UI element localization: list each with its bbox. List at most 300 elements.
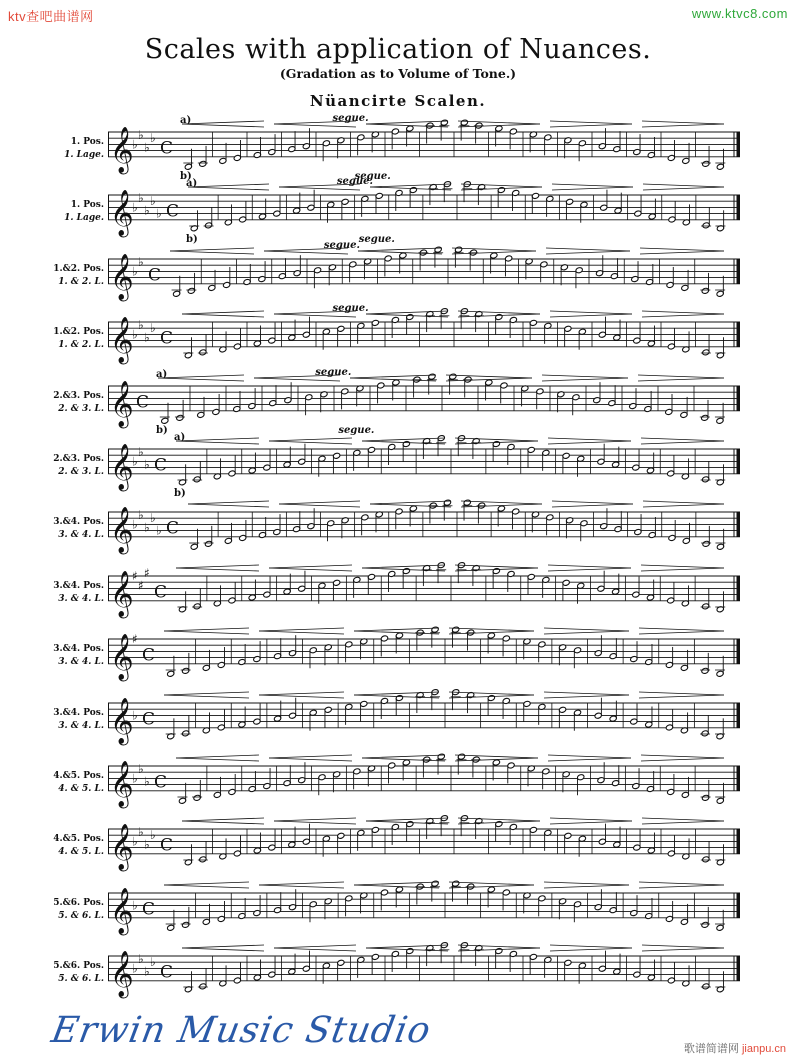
decrescendo-hairpin bbox=[639, 882, 724, 885]
decrescendo-hairpin bbox=[639, 885, 724, 888]
staff-row bbox=[0, 240, 796, 305]
crescendo-hairpin bbox=[259, 628, 344, 631]
flat-accidental: ♭ bbox=[138, 825, 144, 840]
crescendo-hairpin bbox=[274, 821, 356, 824]
decrescendo-hairpin bbox=[548, 565, 631, 568]
decrescendo-hairpin bbox=[550, 821, 632, 824]
position-label-lage: 4. & 5. L. bbox=[58, 784, 104, 794]
decrescendo-hairpin bbox=[548, 441, 631, 444]
flat-accidental: ♭ bbox=[138, 952, 144, 967]
decrescendo-hairpin bbox=[458, 945, 540, 948]
flat-accidental: ♭ bbox=[150, 321, 156, 336]
crescendo-hairpin bbox=[269, 758, 352, 761]
crescendo-hairpin bbox=[269, 755, 352, 758]
decrescendo-hairpin bbox=[552, 504, 633, 507]
music-staff bbox=[108, 562, 740, 622]
music-staff bbox=[108, 752, 740, 812]
flat-accidental: ♭ bbox=[144, 520, 150, 535]
studio-signature: Erwin Music Studio bbox=[48, 1010, 435, 1051]
sharp-accidental: ♯ bbox=[132, 632, 138, 646]
flat-accidental: ♭ bbox=[138, 318, 144, 333]
crescendo-hairpin bbox=[259, 882, 344, 885]
decrescendo-hairpin bbox=[642, 314, 724, 317]
segue-marking: segue. bbox=[336, 176, 373, 187]
variant-a-marker: a) bbox=[180, 115, 192, 126]
crescendo-hairpin bbox=[264, 251, 348, 254]
staff-row bbox=[0, 625, 796, 685]
crescendo-hairpin bbox=[170, 251, 254, 254]
final-barline-thick bbox=[737, 893, 741, 918]
treble-clef-icon: 𝄞 bbox=[110, 633, 134, 680]
decrescendo-hairpin bbox=[643, 187, 724, 190]
position-label bbox=[4, 453, 104, 479]
decrescendo-hairpin bbox=[642, 124, 724, 127]
common-time-signature: C bbox=[166, 518, 180, 539]
decrescendo-hairpin bbox=[639, 631, 724, 634]
position-label-pos: 4.&5. Pos. bbox=[53, 771, 104, 781]
decrescendo-hairpin bbox=[643, 504, 724, 507]
flat-accidental: ♭ bbox=[144, 837, 150, 852]
position-label-lage: 3. & 4. L. bbox=[58, 594, 104, 604]
flat-accidental: ♭ bbox=[144, 203, 150, 218]
music-staff bbox=[108, 303, 740, 368]
flat-accidental: ♭ bbox=[150, 955, 156, 970]
crescendo-hairpin bbox=[366, 311, 448, 314]
decrescendo-hairpin bbox=[449, 882, 534, 885]
common-time-signature: C bbox=[166, 201, 180, 222]
crescendo-hairpin bbox=[259, 692, 344, 695]
decrescendo-hairpin bbox=[642, 948, 724, 951]
crescendo-hairpin bbox=[158, 378, 244, 381]
flat-accidental: ♭ bbox=[150, 828, 156, 843]
crescendo-hairpin bbox=[350, 378, 436, 381]
decrescendo-hairpin bbox=[461, 184, 542, 187]
crescendo-hairpin bbox=[176, 438, 259, 441]
crescendo-hairpin bbox=[164, 692, 249, 695]
decrescendo-hairpin bbox=[550, 314, 632, 317]
music-staff bbox=[108, 240, 740, 305]
treble-clef-icon: 𝄞 bbox=[110, 887, 134, 934]
treble-clef-icon: 𝄞 bbox=[110, 506, 134, 553]
position-label-lage: 1. & 2. L. bbox=[58, 277, 104, 287]
flat-accidental: ♭ bbox=[132, 771, 138, 786]
staff-row bbox=[0, 815, 796, 875]
position-label-lage: 1. Lage. bbox=[64, 213, 104, 223]
position-label-pos: 1.&2. Pos. bbox=[53, 327, 104, 337]
decrescendo-hairpin bbox=[542, 378, 628, 381]
german-title: Nüancirte Scalen. bbox=[309, 92, 487, 110]
music-staff bbox=[108, 879, 740, 939]
crescendo-hairpin bbox=[274, 818, 356, 821]
crescendo-hairpin bbox=[176, 441, 259, 444]
page-title: Scales with application of Nuances. bbox=[144, 34, 652, 65]
decrescendo-hairpin bbox=[642, 121, 724, 124]
treble-clef-icon: 𝄞 bbox=[110, 570, 134, 617]
crescendo-hairpin bbox=[182, 818, 264, 821]
decrescendo-hairpin bbox=[641, 565, 724, 568]
staff-row bbox=[0, 942, 796, 1002]
crescendo-hairpin bbox=[259, 695, 344, 698]
flat-accidental: ♭ bbox=[138, 508, 144, 523]
treble-clef-icon: 𝄞 bbox=[110, 443, 134, 490]
variant-b-marker: b) bbox=[180, 170, 192, 182]
crescendo-hairpin bbox=[354, 885, 439, 888]
watermark-top-right: www.ktvc8.com bbox=[691, 6, 788, 21]
final-barline-thick bbox=[737, 576, 741, 601]
segue-marking: segue. bbox=[315, 367, 352, 378]
position-label-lage: 2. & 3. L. bbox=[58, 467, 104, 477]
final-barline-thick bbox=[737, 132, 741, 157]
crescendo-hairpin bbox=[164, 885, 249, 888]
position-label bbox=[4, 897, 104, 923]
position-label bbox=[4, 516, 104, 542]
variant-a-marker: a) bbox=[186, 178, 198, 189]
crescendo-hairpin bbox=[182, 314, 264, 317]
crescendo-hairpin bbox=[354, 692, 439, 695]
crescendo-hairpin bbox=[188, 184, 269, 187]
final-barline-thick bbox=[737, 956, 741, 981]
decrescendo-hairpin bbox=[640, 251, 724, 254]
decrescendo-hairpin bbox=[639, 628, 724, 631]
position-label-pos: 1. Pos. bbox=[70, 200, 104, 210]
crescendo-hairpin bbox=[269, 438, 352, 441]
decrescendo-hairpin bbox=[552, 184, 633, 187]
crescendo-hairpin bbox=[366, 818, 448, 821]
crescendo-hairpin bbox=[182, 948, 264, 951]
final-barline-thick bbox=[737, 195, 741, 220]
crescendo-hairpin bbox=[366, 945, 448, 948]
position-label-pos: 1.&2. Pos. bbox=[53, 264, 104, 274]
position-label-pos: 2.&3. Pos. bbox=[53, 391, 104, 401]
position-label-pos: 3.&4. Pos. bbox=[53, 644, 104, 654]
decrescendo-hairpin bbox=[458, 818, 540, 821]
music-staff bbox=[108, 498, 740, 558]
crescendo-hairpin bbox=[176, 565, 259, 568]
crescendo-hairpin bbox=[358, 251, 442, 254]
position-label-lage: 4. & 5. L. bbox=[58, 847, 104, 857]
variant-b-marker: b) bbox=[186, 233, 198, 245]
flat-accidental: ♭ bbox=[144, 330, 150, 345]
crescendo-hairpin bbox=[182, 821, 264, 824]
decrescendo-hairpin bbox=[548, 758, 631, 761]
crescendo-hairpin bbox=[370, 501, 451, 504]
decrescendo-hairpin bbox=[544, 882, 629, 885]
crescendo-hairpin bbox=[164, 882, 249, 885]
common-time-signature: C bbox=[160, 328, 174, 349]
decrescendo-hairpin bbox=[542, 375, 628, 378]
common-time-signature: C bbox=[142, 709, 156, 730]
staff-row bbox=[0, 689, 796, 749]
crescendo-hairpin bbox=[362, 755, 445, 758]
crescendo-hairpin bbox=[358, 248, 442, 251]
crescendo-hairpin bbox=[274, 948, 356, 951]
page-subtitle: (Gradation as to Volume of Tone.) bbox=[279, 66, 517, 81]
flat-accidental: ♭ bbox=[138, 128, 144, 143]
treble-clef-icon: 𝄞 bbox=[110, 189, 134, 236]
position-label-lage: 3. & 4. L. bbox=[58, 721, 104, 731]
common-time-signature: C bbox=[154, 455, 168, 476]
final-barline-thick bbox=[737, 386, 741, 411]
staff-row bbox=[0, 879, 796, 939]
treble-clef-icon: 𝄞 bbox=[110, 126, 134, 173]
treble-clef-icon: 𝄞 bbox=[110, 760, 134, 807]
crescendo-hairpin bbox=[259, 631, 344, 634]
decrescendo-hairpin bbox=[552, 501, 633, 504]
staff-row bbox=[0, 498, 796, 558]
crescendo-hairpin bbox=[350, 375, 436, 378]
crescendo-hairpin bbox=[279, 187, 360, 190]
decrescendo-hairpin bbox=[550, 311, 632, 314]
position-label bbox=[4, 960, 104, 986]
variant-a-marker: a) bbox=[174, 432, 186, 443]
decrescendo-hairpin bbox=[642, 311, 724, 314]
crescendo-hairpin bbox=[182, 311, 264, 314]
flat-accidental: ♭ bbox=[132, 708, 138, 723]
position-label-pos: 3.&4. Pos. bbox=[53, 581, 104, 591]
flat-accidental: ♭ bbox=[150, 511, 156, 526]
sharp-accidental: ♯ bbox=[132, 569, 138, 583]
decrescendo-hairpin bbox=[640, 248, 724, 251]
decrescendo-hairpin bbox=[550, 818, 632, 821]
decrescendo-hairpin bbox=[639, 695, 724, 698]
flat-accidental: ♭ bbox=[144, 457, 150, 472]
music-staff bbox=[108, 367, 740, 436]
segue-marking: segue. bbox=[354, 170, 391, 182]
common-time-signature: C bbox=[136, 392, 150, 413]
decrescendo-hairpin bbox=[458, 121, 540, 124]
decrescendo-hairpin bbox=[552, 187, 633, 190]
crescendo-hairpin bbox=[188, 187, 269, 190]
position-label bbox=[4, 390, 104, 416]
staff-row bbox=[0, 176, 796, 245]
position-label-pos: 5.&6. Pos. bbox=[53, 961, 104, 971]
decrescendo-hairpin bbox=[546, 248, 630, 251]
crescendo-hairpin bbox=[269, 441, 352, 444]
decrescendo-hairpin bbox=[639, 692, 724, 695]
decrescendo-hairpin bbox=[548, 755, 631, 758]
common-time-signature: C bbox=[142, 899, 156, 920]
variant-b-marker: b) bbox=[156, 424, 168, 436]
decrescendo-hairpin bbox=[641, 758, 724, 761]
position-label-lage: 5. & 6. L. bbox=[58, 974, 104, 984]
position-label bbox=[4, 643, 104, 669]
variant-a-marker: a) bbox=[156, 369, 168, 380]
flat-accidental: ♭ bbox=[132, 961, 138, 976]
flat-accidental: ♭ bbox=[150, 131, 156, 146]
crescendo-hairpin bbox=[274, 314, 356, 317]
crescendo-hairpin bbox=[182, 945, 264, 948]
sharp-accidental: ♯ bbox=[138, 578, 144, 593]
treble-clef-icon: 𝄞 bbox=[110, 316, 134, 363]
crescendo-hairpin bbox=[279, 501, 360, 504]
position-label bbox=[4, 833, 104, 859]
flat-accidental: ♭ bbox=[144, 774, 150, 789]
flat-accidental: ♭ bbox=[132, 517, 138, 532]
decrescendo-hairpin bbox=[638, 375, 724, 378]
staff-row bbox=[0, 367, 796, 436]
flat-accidental: ♭ bbox=[144, 964, 150, 979]
crescendo-hairpin bbox=[269, 568, 352, 571]
position-label-pos: 3.&4. Pos. bbox=[53, 708, 104, 718]
decrescendo-hairpin bbox=[642, 945, 724, 948]
final-barline-thick bbox=[737, 829, 741, 854]
final-barline-thick bbox=[737, 766, 741, 791]
decrescendo-hairpin bbox=[544, 692, 629, 695]
crescendo-hairpin bbox=[164, 695, 249, 698]
common-time-signature: C bbox=[142, 645, 156, 666]
decrescendo-hairpin bbox=[544, 885, 629, 888]
crescendo-hairpin bbox=[176, 568, 259, 571]
final-barline-thick bbox=[737, 322, 741, 347]
crescendo-hairpin bbox=[362, 438, 445, 441]
position-label bbox=[4, 707, 104, 733]
crescendo-hairpin bbox=[170, 248, 254, 251]
flat-accidental: ♭ bbox=[132, 454, 138, 469]
staff-row bbox=[0, 432, 796, 499]
flat-accidental: ♭ bbox=[156, 206, 162, 221]
position-label-lage: 3. & 4. L. bbox=[58, 530, 104, 540]
decrescendo-hairpin bbox=[643, 184, 724, 187]
decrescendo-hairpin bbox=[449, 628, 534, 631]
position-label bbox=[4, 770, 104, 796]
position-label bbox=[4, 326, 104, 352]
decrescendo-hairpin bbox=[544, 631, 629, 634]
decrescendo-hairpin bbox=[449, 692, 534, 695]
decrescendo-hairpin bbox=[455, 565, 538, 568]
flat-accidental: ♭ bbox=[138, 191, 144, 206]
music-staff bbox=[108, 625, 740, 685]
flat-accidental: ♭ bbox=[138, 255, 144, 270]
flat-accidental: ♭ bbox=[156, 523, 162, 538]
decrescendo-hairpin bbox=[452, 248, 536, 251]
final-barline-thick bbox=[737, 512, 741, 537]
decrescendo-hairpin bbox=[642, 818, 724, 821]
crescendo-hairpin bbox=[269, 565, 352, 568]
treble-clef-icon: 𝄞 bbox=[110, 253, 134, 300]
crescendo-hairpin bbox=[354, 631, 439, 634]
position-label-pos: 4.&5. Pos. bbox=[53, 834, 104, 844]
position-label-lage: 3. & 4. L. bbox=[58, 657, 104, 667]
decrescendo-hairpin bbox=[455, 755, 538, 758]
position-label-pos: 1. Pos. bbox=[70, 137, 104, 147]
segue-marking: segue. bbox=[323, 240, 361, 251]
flat-accidental: ♭ bbox=[144, 140, 150, 155]
watermark-top-left: ktv查吧曲谱网 bbox=[8, 9, 94, 24]
segue-marking: segue. bbox=[332, 303, 369, 314]
common-time-signature: C bbox=[154, 582, 168, 603]
flat-accidental: ♭ bbox=[132, 898, 138, 913]
position-label bbox=[4, 136, 104, 162]
final-barline-thick bbox=[737, 259, 741, 284]
common-time-signature: C bbox=[148, 265, 162, 286]
position-label bbox=[4, 263, 104, 289]
treble-clef-icon: 𝄞 bbox=[110, 380, 134, 427]
staff-row bbox=[0, 113, 796, 182]
decrescendo-hairpin bbox=[455, 438, 538, 441]
final-barline-thick bbox=[737, 703, 741, 728]
segue-marking: segue. bbox=[338, 424, 375, 436]
final-barline-thick bbox=[737, 449, 741, 474]
position-label bbox=[4, 580, 104, 606]
flat-accidental: ♭ bbox=[132, 327, 138, 342]
common-time-signature: C bbox=[160, 138, 174, 159]
decrescendo-hairpin bbox=[550, 124, 632, 127]
crescendo-hairpin bbox=[188, 501, 269, 504]
decrescendo-hairpin bbox=[638, 378, 724, 381]
decrescendo-hairpin bbox=[550, 945, 632, 948]
decrescendo-hairpin bbox=[446, 375, 532, 378]
decrescendo-hairpin bbox=[641, 438, 724, 441]
crescendo-hairpin bbox=[164, 631, 249, 634]
flat-accidental: ♭ bbox=[138, 762, 144, 777]
crescendo-hairpin bbox=[366, 121, 448, 124]
decrescendo-hairpin bbox=[458, 311, 540, 314]
music-staff bbox=[108, 942, 740, 1002]
position-label bbox=[4, 199, 104, 225]
decrescendo-hairpin bbox=[550, 948, 632, 951]
decrescendo-hairpin bbox=[641, 441, 724, 444]
crescendo-hairpin bbox=[176, 755, 259, 758]
decrescendo-hairpin bbox=[643, 501, 724, 504]
crescendo-hairpin bbox=[370, 184, 451, 187]
position-label-lage: 1. Lage. bbox=[64, 150, 104, 160]
decrescendo-hairpin bbox=[550, 121, 632, 124]
decrescendo-hairpin bbox=[544, 695, 629, 698]
watermark-bottom-right-b: jianpu.cn bbox=[741, 1043, 786, 1055]
crescendo-hairpin bbox=[254, 378, 340, 381]
flat-accidental: ♭ bbox=[132, 200, 138, 215]
position-label-lage: 2. & 3. L. bbox=[58, 404, 104, 414]
flat-accidental: ♭ bbox=[150, 194, 156, 209]
treble-clef-icon: 𝄞 bbox=[110, 697, 134, 744]
position-label-lage: 5. & 6. L. bbox=[58, 911, 104, 921]
decrescendo-hairpin bbox=[548, 438, 631, 441]
position-label-pos: 2.&3. Pos. bbox=[53, 454, 104, 464]
position-label-pos: 3.&4. Pos. bbox=[53, 517, 104, 527]
staff-row bbox=[0, 562, 796, 622]
music-staff bbox=[108, 815, 740, 875]
treble-clef-icon: 𝄞 bbox=[110, 950, 134, 997]
treble-clef-icon: 𝄞 bbox=[110, 823, 134, 870]
music-staff bbox=[108, 176, 740, 245]
watermark-bottom-right bbox=[684, 1040, 786, 1056]
decrescendo-hairpin bbox=[546, 251, 630, 254]
crescendo-hairpin bbox=[182, 124, 264, 127]
crescendo-hairpin bbox=[362, 758, 445, 761]
music-staff bbox=[108, 432, 740, 499]
common-time-signature: C bbox=[154, 772, 168, 793]
variant-b-marker: b) bbox=[174, 487, 186, 499]
segue-marking: segue. bbox=[332, 113, 369, 124]
crescendo-hairpin bbox=[279, 504, 360, 507]
sharp-accidental: ♯ bbox=[144, 565, 150, 580]
crescendo-hairpin bbox=[176, 758, 259, 761]
segue-marking: segue. bbox=[358, 233, 395, 245]
flat-accidental: ♭ bbox=[132, 834, 138, 849]
position-label-pos: 5.&6. Pos. bbox=[53, 898, 104, 908]
decrescendo-hairpin bbox=[641, 755, 724, 758]
decrescendo-hairpin bbox=[461, 501, 542, 504]
decrescendo-hairpin bbox=[642, 821, 724, 824]
crescendo-hairpin bbox=[182, 121, 264, 124]
staff-row bbox=[0, 752, 796, 812]
decrescendo-hairpin bbox=[641, 568, 724, 571]
common-time-signature: C bbox=[160, 962, 174, 983]
flat-accidental: ♭ bbox=[132, 137, 138, 152]
crescendo-hairpin bbox=[158, 375, 244, 378]
flat-accidental: ♭ bbox=[138, 445, 144, 460]
crescendo-hairpin bbox=[164, 628, 249, 631]
